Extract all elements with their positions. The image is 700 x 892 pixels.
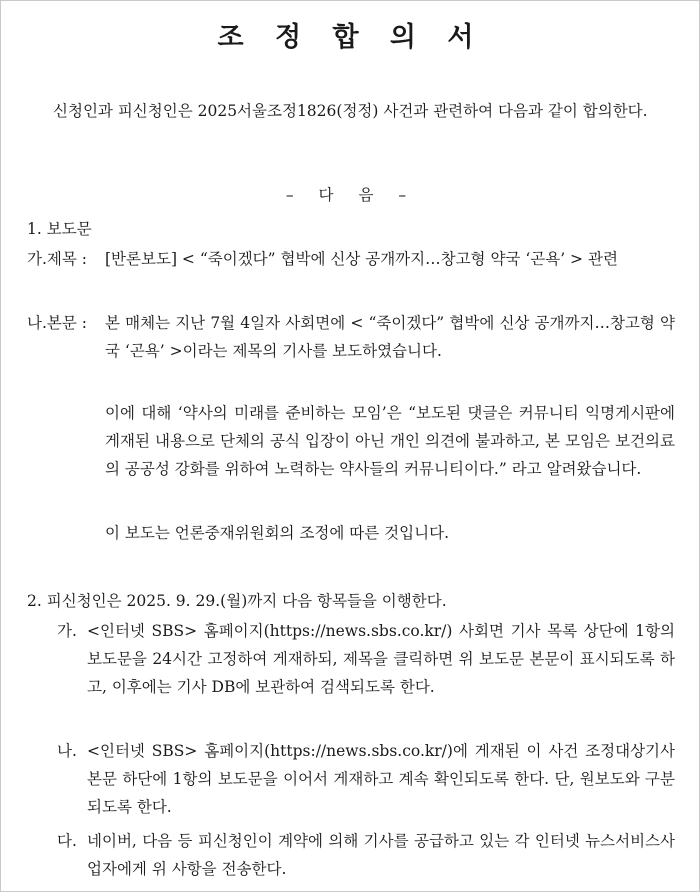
item-text: <인터넷 SBS> 홈페이지(https://news.sbs.co.kr/) 사회면 기사 목록 상단에 1항의 보도문을 24시간 고정하여 게재하되, 제목을 클릭하면 위 보도문 본문이 표시되도록 하고, 이후에는 기사 DB에 보관하여 검색되도록 한다. bbox=[87, 622, 675, 696]
title-label: 가.제목 : bbox=[27, 250, 87, 268]
body-paragraph-1: 본 매체는 지난 7월 4일자 사회면에 < “죽이겠다” 협박에 신상 공개까지…창고형 약국 ‘곤욕’ >이라는 제목의 기사를 보도하였습니다. bbox=[105, 314, 675, 360]
item-text: <인터넷 SBS> 홈페이지(https://news.sbs.co.kr/)에 게재된 이 사건 조정대상기사 본문 하단에 1항의 보도문을 이어서 게재하고 계속 확인되도록 한다. 단, 원보도와 구분되도록 한다. bbox=[87, 742, 675, 816]
body-paragraph-2: 이에 대해 ‘약사의 미래를 준비하는 모임’은 “보도된 댓글은 커뮤니티 익명게시판에 게재된 내용으로 단체의 공식 입장이 아닌 개인 의견에 불과하고, 본 모임은 보건의료의 공공성 강화를 위하여 노력하는 약사들의 커뮤니티이다.” 라고 알려왔습니다. bbox=[105, 404, 675, 478]
body-label: 나.본문 : bbox=[27, 314, 87, 332]
body-paragraph-3: 이 보도는 언론중재위원회의 조정에 따른 것입니다. bbox=[105, 524, 449, 542]
section2-item-b bbox=[1, 737, 700, 827]
item-label: 다. bbox=[57, 832, 77, 850]
section2-item-a bbox=[1, 617, 700, 737]
item-text: 네이버, 다음 등 피신청인이 계약에 의해 기사를 공급하고 있는 각 인터넷 뉴스서비스사업자에게 위 사항을 전송한다. bbox=[87, 832, 675, 878]
title-text: [반론보도] < “죽이겠다” 협박에 신상 공개까지…창고형 약국 ‘곤욕’ > 관련 bbox=[105, 250, 618, 268]
section2-heading: 2. 피신청인은 2025. 9. 29.(월)까지 다음 항목들을 이행한다. bbox=[27, 592, 447, 610]
section2-item-c bbox=[1, 827, 700, 889]
item-label: 가. bbox=[57, 622, 77, 640]
item-label: 나. bbox=[57, 742, 77, 760]
section1-title-row bbox=[1, 245, 700, 305]
section1-body-row bbox=[1, 309, 700, 549]
intro-paragraph: 신청인과 피신청인은 2025서울조정1826(정정) 사건과 관련하여 다음과 같이 합의한다. bbox=[53, 102, 648, 120]
section-separator: – 다 음 – bbox=[285, 186, 417, 204]
document-title: 조 정 합 의 서 bbox=[217, 22, 485, 53]
section1-heading: 1. 보도문 bbox=[27, 220, 92, 238]
